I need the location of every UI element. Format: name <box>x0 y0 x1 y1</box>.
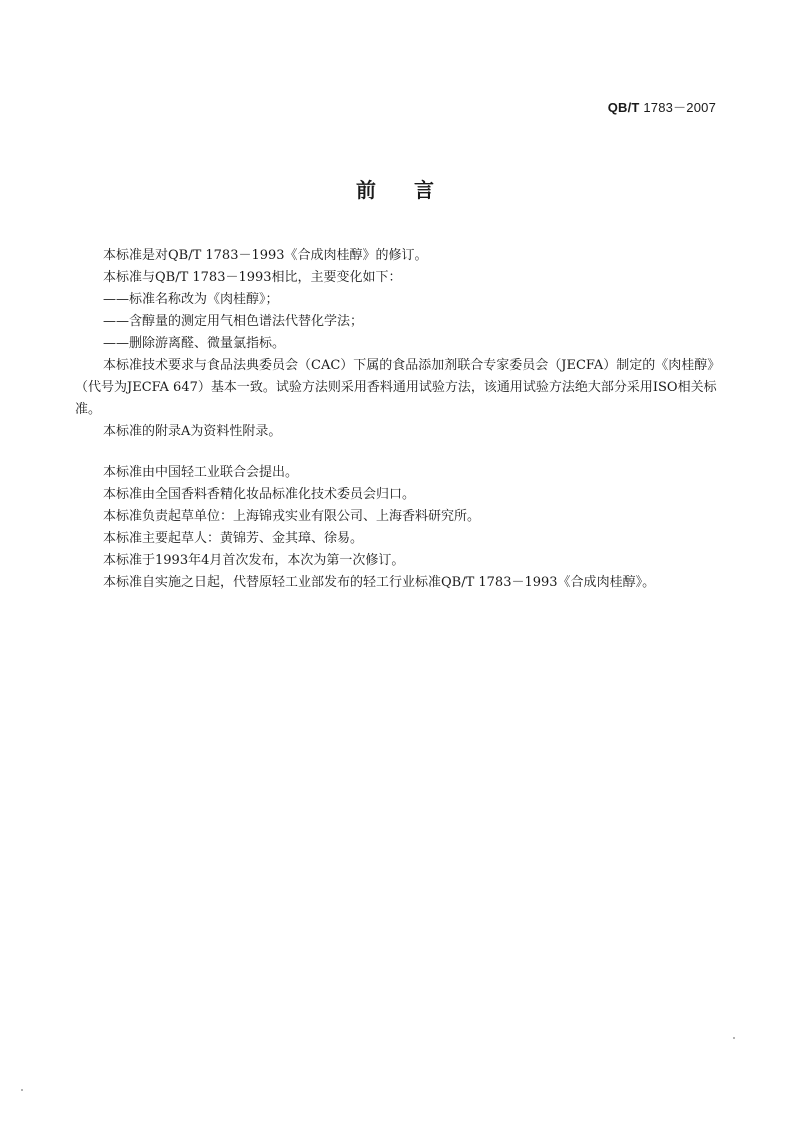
changes-intro-paragraph: 本标准与QB/T 1783－1993相比，主要变化如下： <box>103 270 402 285</box>
foreword-section-credits <box>75 462 719 594</box>
standard-code-prefix: QB/T <box>607 100 640 115</box>
change-item: ——标准名称改为《肉桂醇》； <box>103 292 279 307</box>
history-paragraph: 本标准于1993年4月首次发布，本次为第一次修订。 <box>103 553 405 568</box>
proposed-by-paragraph: 本标准由中国轻工业联合会提出。 <box>103 465 299 480</box>
standard-code <box>608 97 716 116</box>
page-title: 前言 <box>356 178 472 202</box>
change-item: ——含醇量的测定用气相色谱法代替化学法； <box>103 314 364 329</box>
scan-speck <box>733 1037 735 1039</box>
replacement-paragraph: 本标准自实施之日起，代替原轻工业部发布的轻工行业标准QB/T 1783－1993《合成肉桂醇》。 <box>103 575 656 590</box>
appendix-paragraph: 本标准的附录A为资料性附录。 <box>103 424 282 439</box>
drafting-units-paragraph: 本标准负责起草单位：上海锦戎实业有限公司、上海香料研究所。 <box>103 509 481 524</box>
foreword-section-revision <box>75 245 719 443</box>
managed-by-paragraph: 本标准由全国香料香精化妆品标准化技术委员会归口。 <box>103 487 416 502</box>
change-item: ——删除游离醛、微量氯指标。 <box>103 336 286 351</box>
standard-code-number: 1783－2007 <box>643 100 716 115</box>
consistency-paragraph: 本标准技术要求与食品法典委员会（CAC）下属的食品添加剂联合专家委员会（JECFA）制定的《肉桂醇》（代号为JECFA 647）基本一致。试验方法则采用香料通用试验方法，该通用试验方法绝大部分采用ISO相关标准。 <box>75 358 717 417</box>
drafters-paragraph: 本标准主要起草人：黄锦芳、金其璋、徐易。 <box>103 531 364 546</box>
intro-paragraph: 本标准是对QB/T 1783－1993《合成肉桂醇》的修订。 <box>103 248 428 263</box>
scan-speck <box>21 1089 23 1091</box>
